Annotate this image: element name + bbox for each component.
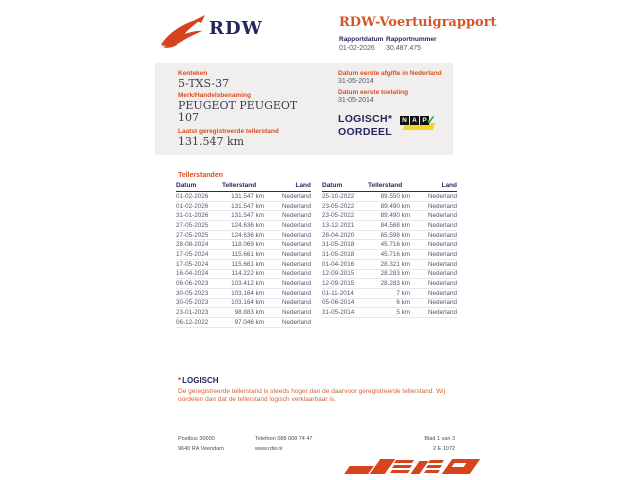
footer-page-number: Blad 1 van 3 — [424, 436, 455, 442]
cell-tellerstand: 124.636 km — [231, 231, 264, 239]
cell-datum: 05-06-2014 — [322, 299, 355, 307]
table-row — [322, 202, 457, 212]
cell-land: Nederland — [281, 202, 311, 210]
cell-tellerstand: 89.550 km — [380, 192, 410, 200]
cell-land: Nederland — [427, 289, 457, 297]
cell-tellerstand: 5 km — [396, 309, 410, 317]
cell-datum: 17-05-2024 — [176, 260, 209, 268]
cell-land: Nederland — [427, 241, 457, 249]
table-row — [322, 270, 457, 280]
afgifte-label: Datum eerste afgifte in Nederland — [338, 70, 442, 77]
footnote-asterisk: * — [178, 376, 182, 385]
oordeel-line1: LOGISCH* — [338, 113, 393, 125]
cell-land: Nederland — [427, 309, 457, 317]
cell-datum: 23-01-2023 — [176, 309, 209, 317]
cell-land: Nederland — [427, 212, 457, 220]
cell-land: Nederland — [281, 241, 311, 249]
laatste-tellerstand-label: Laatst geregistreerde tellerstand — [178, 128, 279, 135]
cell-land: Nederland — [427, 231, 457, 239]
kenteken-value: 5-TXS-37 — [178, 77, 230, 90]
cell-tellerstand: 45.716 km — [380, 241, 410, 249]
table-row — [176, 318, 311, 328]
cell-datum: 25-10-2022 — [322, 192, 355, 200]
cell-tellerstand: 131.547 km — [231, 212, 264, 220]
table-row — [322, 250, 457, 260]
cell-land: Nederland — [427, 250, 457, 258]
table-row — [322, 260, 457, 270]
footer-page-info — [355, 435, 455, 454]
table-row — [176, 211, 311, 221]
table-row — [176, 260, 311, 270]
cell-land: Nederland — [281, 212, 311, 220]
cell-tellerstand: 97.046 km — [234, 318, 264, 326]
table-row — [322, 289, 457, 299]
cell-tellerstand: 115.661 km — [231, 250, 264, 258]
table-row — [176, 279, 311, 289]
table-row — [176, 231, 311, 241]
nap-checkmark-icon: ✓ — [426, 113, 437, 127]
rdw-speedlines-graphic — [345, 456, 480, 478]
merk-value-line2: 107 — [178, 111, 199, 124]
cell-datum: 27-05-2025 — [176, 231, 209, 239]
cell-datum: 23-05-2022 — [322, 212, 355, 220]
cell-tellerstand: 124.636 km — [231, 221, 264, 229]
cell-tellerstand: 103.164 km — [231, 289, 264, 297]
table-row — [176, 250, 311, 260]
cell-datum: 28-04-2020 — [322, 231, 355, 239]
table-row — [322, 299, 457, 309]
rdw-wordmark: RDW — [209, 18, 263, 39]
cell-datum: 30-05-2023 — [176, 289, 209, 297]
cell-datum: 01-02-2026 — [176, 192, 209, 200]
cell-tellerstand: 89.490 km — [380, 202, 410, 210]
footnote-text: De geregistreerde tellerstand is steeds hoger dan de daarvoor geregistreerde tellerstand. Wij oordelen dan dat de tellerstand logisch verklaarbaar is. — [178, 388, 446, 403]
page-title: RDW-Voertuigrapport — [339, 15, 497, 30]
table-row — [176, 308, 311, 318]
cell-datum: 23-05-2022 — [322, 202, 355, 210]
tellerstanden-section-title: Tellerstanden — [178, 172, 223, 179]
cell-datum: 16-04-2024 — [176, 270, 209, 278]
table-row — [322, 308, 457, 318]
table-row — [176, 270, 311, 280]
toelating-label: Datum eerste toelating — [338, 89, 409, 96]
cell-datum: 27-05-2025 — [176, 221, 209, 229]
cell-land: Nederland — [281, 231, 311, 239]
col-header-tellerstand: Tellerstand — [368, 182, 403, 189]
cell-datum: 01-02-2026 — [176, 202, 209, 210]
cell-tellerstand: 7 km — [396, 289, 410, 297]
cell-datum: 12-09-2015 — [322, 270, 355, 278]
cell-tellerstand: 6 km — [396, 299, 410, 307]
tellerstanden-table-right — [322, 182, 457, 318]
cell-land: Nederland — [281, 250, 311, 258]
cell-land: Nederland — [281, 289, 311, 297]
footer-address-line2: 9640 RA Veendam — [178, 445, 224, 452]
cell-datum: 28-08-2024 — [176, 241, 209, 249]
footer-phone: Telefoon 088 008 74 47 — [255, 436, 313, 442]
table-row — [322, 211, 457, 221]
cell-land: Nederland — [427, 270, 457, 278]
col-header-land: Land — [295, 182, 311, 189]
cell-tellerstand: 84.568 km — [380, 221, 410, 229]
table-header — [176, 182, 311, 192]
cell-datum: 13-12-2021 — [322, 221, 355, 229]
table-body — [176, 192, 311, 328]
cell-land: Nederland — [427, 192, 457, 200]
kenteken-label: Kenteken — [178, 70, 208, 77]
cell-land: Nederland — [427, 221, 457, 229]
merk-value-line1: PEUGEOT PEUGEOT — [178, 99, 298, 112]
cell-tellerstand: 118.069 km — [231, 241, 264, 249]
cell-land: Nederland — [427, 280, 457, 288]
cell-land: Nederland — [281, 299, 311, 307]
table-row — [176, 202, 311, 212]
cell-land: Nederland — [427, 202, 457, 210]
col-header-land: Land — [441, 182, 457, 189]
cell-tellerstand: 28.321 km — [380, 260, 410, 268]
col-header-datum: Datum — [176, 182, 197, 189]
table-row — [322, 221, 457, 231]
report-number-value: 30.487.475 — [386, 45, 422, 52]
cell-datum: 30-05-2023 — [176, 299, 209, 307]
rdw-bird-logo-icon — [158, 12, 208, 56]
table-row — [176, 299, 311, 309]
cell-tellerstand: 98.883 km — [234, 309, 264, 317]
report-date-label: Rapportdatum — [339, 36, 384, 43]
tellerstanden-table-left — [176, 182, 311, 328]
nap-letter-a: A — [410, 116, 419, 125]
nap-letter-n: N — [400, 116, 409, 125]
table-row — [176, 192, 311, 202]
cell-datum: 06-12-2022 — [176, 318, 209, 326]
footer-address — [178, 435, 224, 454]
table-row — [176, 221, 311, 231]
cell-datum: 01-11-2014 — [322, 289, 354, 297]
table-header — [322, 182, 457, 192]
footer-website: www.rdw.nl — [255, 445, 283, 452]
table-body — [322, 192, 457, 318]
merk-label: Merk/Handelsbenaming — [178, 92, 251, 99]
footer-contact — [255, 435, 313, 454]
footer-form-code: 2 E 1072 — [432, 445, 455, 452]
cell-datum: 17-05-2024 — [176, 250, 209, 258]
cell-land: Nederland — [427, 260, 457, 268]
nap-logo-icon — [400, 113, 440, 131]
nap-letter-p: P — [420, 116, 429, 125]
cell-land: Nederland — [281, 318, 311, 326]
cell-datum: 31-01-2026 — [176, 212, 209, 220]
cell-tellerstand: 103.412 km — [231, 280, 264, 288]
oordeel-line2: OORDEEL — [338, 126, 393, 138]
cell-land: Nederland — [281, 280, 311, 288]
cell-tellerstand: 28.283 km — [380, 270, 410, 278]
cell-datum: 31-05-2018 — [322, 241, 355, 249]
laatste-tellerstand-value: 131.547 km — [178, 135, 245, 148]
cell-tellerstand: 103.164 km — [231, 299, 264, 307]
col-header-datum: Datum — [322, 182, 343, 189]
cell-land: Nederland — [281, 221, 311, 229]
cell-tellerstand: 89.490 km — [380, 212, 410, 220]
cell-datum: 31-05-2018 — [322, 250, 355, 258]
cell-tellerstand: 131.547 km — [231, 202, 264, 210]
cell-datum: 31-05-2014 — [322, 309, 355, 317]
table-row — [322, 231, 457, 241]
footer-address-line1: Postbus 30000 — [178, 436, 215, 442]
cell-tellerstand: 115.661 km — [231, 260, 264, 268]
report-date-value: 01-02-2026 — [339, 45, 375, 52]
cell-tellerstand: 45.716 km — [380, 250, 410, 258]
table-row — [322, 240, 457, 250]
cell-land: Nederland — [281, 309, 311, 317]
cell-land: Nederland — [281, 192, 311, 200]
cell-tellerstand: 131.547 km — [231, 192, 264, 200]
cell-datum: 12-09-2015 — [322, 280, 355, 288]
cell-land: Nederland — [281, 260, 311, 268]
toelating-value: 31-05-2014 — [338, 97, 374, 104]
table-row — [176, 240, 311, 250]
cell-datum: 06-06-2023 — [176, 280, 209, 288]
afgifte-value: 31-05-2014 — [338, 78, 374, 85]
cell-land: Nederland — [281, 270, 311, 278]
cell-land: Nederland — [427, 299, 457, 307]
table-row — [322, 192, 457, 202]
cell-tellerstand: 114.222 km — [231, 270, 264, 278]
table-row — [176, 289, 311, 299]
cell-datum: 01-04-2016 — [322, 260, 355, 268]
col-header-tellerstand: Tellerstand — [222, 182, 257, 189]
footnote-title — [178, 376, 219, 385]
table-row — [322, 279, 457, 289]
cell-tellerstand: 65.598 km — [380, 231, 410, 239]
report-number-label: Rapportnummer — [386, 36, 437, 43]
footnote-title-text: LOGISCH — [182, 376, 219, 385]
cell-tellerstand: 28.283 km — [380, 280, 410, 288]
